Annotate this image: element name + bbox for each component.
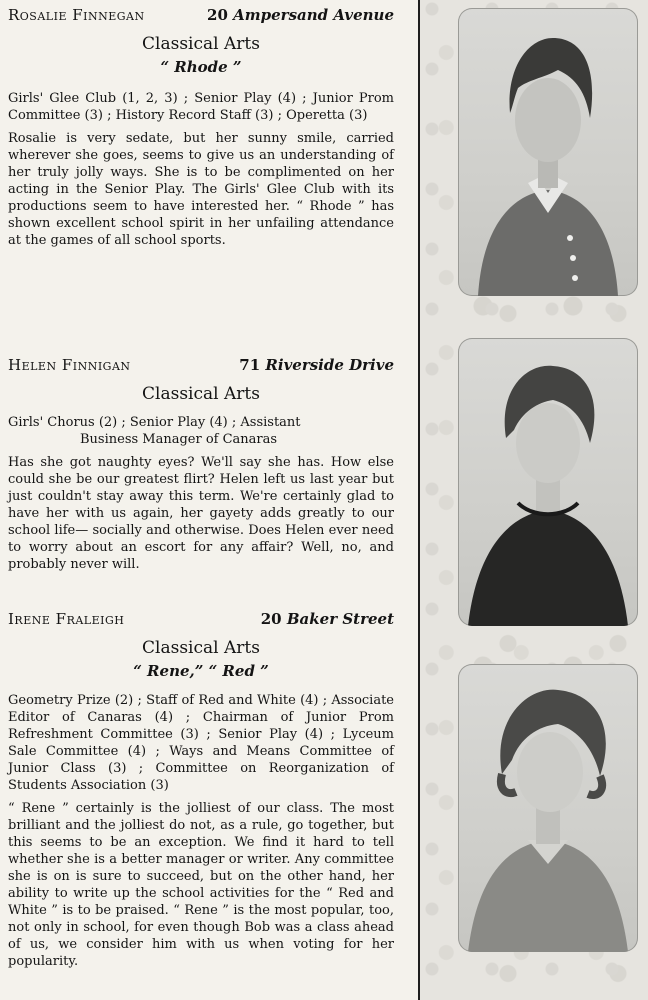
course: Classical Arts xyxy=(142,638,260,658)
student-name: Rosalie Finnegan xyxy=(8,6,145,24)
activities: Geometry Prize (2) ; Staff of Red and White (4) ; Associate Editor of Canaras (4) ; Chairman of Junior Prom Refreshment Committee (3) ; Senior Play (4) ; Lyceum Sale Committee (4) ; Ways and Means Committee of Junior Class (3) ; Committee on Reorganization of Students Association (3) xyxy=(8,693,394,793)
nickname: “ Rene,” “ Red ” xyxy=(133,662,269,680)
biography: “ Rene ” certainly is the jolliest of our class. The most brilliant and the jolliest do not, as a rule, go together, but this seems to be an exception. We find it hard to tell whether she is a better manager or writer. Any committee she is on is sure to succeed, but on the other hand, her ability to write up the school activities for the “ Red and White ” is to be praised. “ Rene ” is the most popular, too, not only in school, for even though Bob was a class ahead of us, we consider him with us when voting for her popularity. xyxy=(8,801,394,969)
entry-irene-fraleigh xyxy=(8,610,394,970)
course: Classical Arts xyxy=(142,384,260,404)
entry-header xyxy=(8,610,394,632)
biography: Rosalie is very sedate, but her sunny smile, carried wherever she goes, seems to give us an understanding of her truly jolly ways. She is to be complimented on her acting in the Senior Play. The Girls' Glee Club with its productions seem to have interested her. “ Rhode ” has shown excellent school spirit in her unfailing attendance at the games of all school sports. xyxy=(8,131,394,248)
address-number: 71 xyxy=(239,356,261,374)
address-street: Baker Street xyxy=(286,610,394,628)
portrait-photo-helen xyxy=(458,338,638,626)
entry-header xyxy=(8,356,394,378)
address-number: 20 xyxy=(260,610,282,628)
nickname: “ Rhode ” xyxy=(160,58,242,76)
entry-rosalie-finnegan xyxy=(8,6,394,249)
student-address xyxy=(207,6,394,24)
activities xyxy=(8,414,394,448)
entry-helen-finnigan xyxy=(8,356,394,573)
activities-line: Girls' Chorus (2) ; Senior Play (4) ; Assistant xyxy=(8,415,301,430)
student-address xyxy=(239,356,394,374)
entry-header xyxy=(8,6,394,28)
student-address xyxy=(261,610,394,628)
biography: Has she got naughty eyes? We'll say she has. How else could she be our greatest flirt? Helen left us last year but just couldn't stay away this term. We're certainly glad to have her with us again, her gayety adds greatly to our school life— socially and otherwise. Does Helen ever need to worry about an escort for any affair? Well, no, and probably never will. xyxy=(8,455,394,572)
course: Classical Arts xyxy=(142,34,260,54)
portrait-photo-rosalie xyxy=(458,8,638,296)
address-street: Ampersand Avenue xyxy=(233,6,394,24)
photo-column xyxy=(420,0,648,1000)
address-number: 20 xyxy=(207,6,228,24)
student-name: Helen Finnigan xyxy=(8,356,131,374)
portrait-photo-irene xyxy=(458,664,638,952)
address-street: Riverside Drive xyxy=(265,356,394,374)
activities: Girls' Glee Club (1, 2, 3) ; Senior Play (4) ; Junior Prom Committee (3) ; History Record Staff (3) ; Operetta (3) xyxy=(8,91,394,123)
portrait-illustration xyxy=(458,8,638,296)
portrait-illustration xyxy=(458,338,638,626)
student-name: Irene Fraleigh xyxy=(8,610,125,628)
portrait-illustration xyxy=(458,664,638,952)
activities-line: Business Manager of Canaras xyxy=(80,432,278,447)
